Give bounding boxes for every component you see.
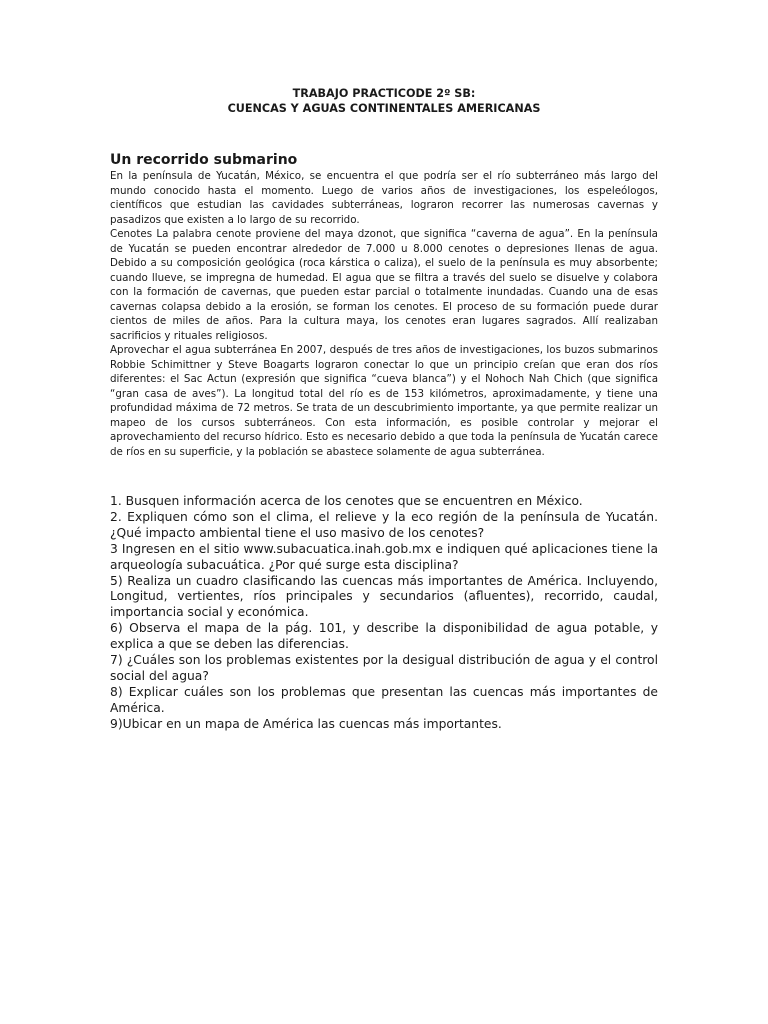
- document-title: [110, 86, 658, 116]
- question-item: 1. Busquen información acerca de los cenotes que se encuentren en México.: [110, 494, 583, 508]
- question-item: 8) Explicar cuáles son los problemas que presentan las cuencas más importantes de América.: [110, 684, 658, 715]
- question-item: 5) Realiza un cuadro clasificando las cuencas más importantes de América. Incluyendo, Longitud, vertientes, ríos principales y secundarios (afluentes), recorrido, caudal, importancia social y económica.: [110, 573, 658, 620]
- question-item: 7) ¿Cuáles son los problemas existentes por la desigual distribución de agua y el control social del agua?: [110, 653, 658, 683]
- question-item: 6) Observa el mapa de la pág. 101, y describe la disponibilidad de agua potable, y explica a que se deben las diferencias.: [110, 621, 658, 652]
- questions-list: [110, 494, 658, 733]
- question-item: 3 Ingresen en el sitio www.subacuatica.inah.gob.mx e indiquen qué aplicaciones tiene la arqueología subacuática. ¿Por qué surge esta disciplina?: [110, 541, 658, 572]
- reading-text: [110, 169, 658, 459]
- document-page: [110, 86, 658, 733]
- paragraph-intro: En la península de Yucatán, México, se encuentra el que podría ser el río subterráneo más largo del mundo conocido hasta el momento. Luego de varios años de investigaciones, los espeleólogos, científicos que estudian las cavidades subterráneas, lograron recorrer las numerosas cavernas y pasadizos que existen a lo largo de su recorrido.: [110, 170, 658, 226]
- question-item: 2. Expliquen cómo son el clima, el relieve y la eco región de la península de Yucatán. ¿Qué impacto ambiental tiene el uso masivo de los cenotes?: [110, 509, 658, 540]
- title-line-2: CUENCAS Y AGUAS CONTINENTALES AMERICANAS: [227, 102, 541, 115]
- paragraph-agua-subterranea: Aprovechar el agua subterránea En 2007, después de tres años de investigaciones, los buzos submarinos Robbie Schimittner y Steve Boagarts lograron conectar lo que un principio creían que eran dos ríos diferentes: el Sac Actun (expresión que significa “cueva blanca”) y el Nohoch Nah Chich (que significa “gran casa de aves”). La longitud total del río es de 153 kilómetros, aproximadamente, y tiene una profundidad máxima de 72 metros. Se trata de un descubrimiento importante, ya que permite realizar un mapeo de los cursos subterráneos. Con esta información, es posible controlar y mejorar el aprovechamiento del recurso hídrico. Esto es necesario debido a que toda la península de Yucatán carece de ríos en su superficie, y la población se abastece solamente de agua subterránea.: [110, 344, 658, 458]
- section-heading: Un recorrido submarino: [110, 152, 298, 168]
- paragraph-cenotes: Cenotes La palabra cenote proviene del maya dzonot, que significa “caverna de agua”. En la península de Yucatán se pueden encontrar alrededor de 7.000 u 8.000 cenotes o depresiones llenas de agua. Debido a su composición geológica (roca kárstica o caliza), el suelo de la península es muy absorbente; cuando llueve, se impregna de humedad. El agua que se filtra a través del suelo se disuelve y colabora con la formación de cavernas, que pueden estar parcial o totalmente inundadas. Cuando una de esas cavernas colapsa debido a la erosión, se forman los cenotes. El proceso de su formación puede durar cientos de miles de años. Para la cultura maya, los cenotes eran lugares sagrados. Allí realizaban sacrificios y rituales religiosos.: [110, 228, 658, 342]
- question-item: 9)Ubicar en un mapa de América las cuencas más importantes.: [110, 716, 502, 731]
- title-line-1: TRABAJO PRACTICODE 2º SB:: [292, 87, 476, 100]
